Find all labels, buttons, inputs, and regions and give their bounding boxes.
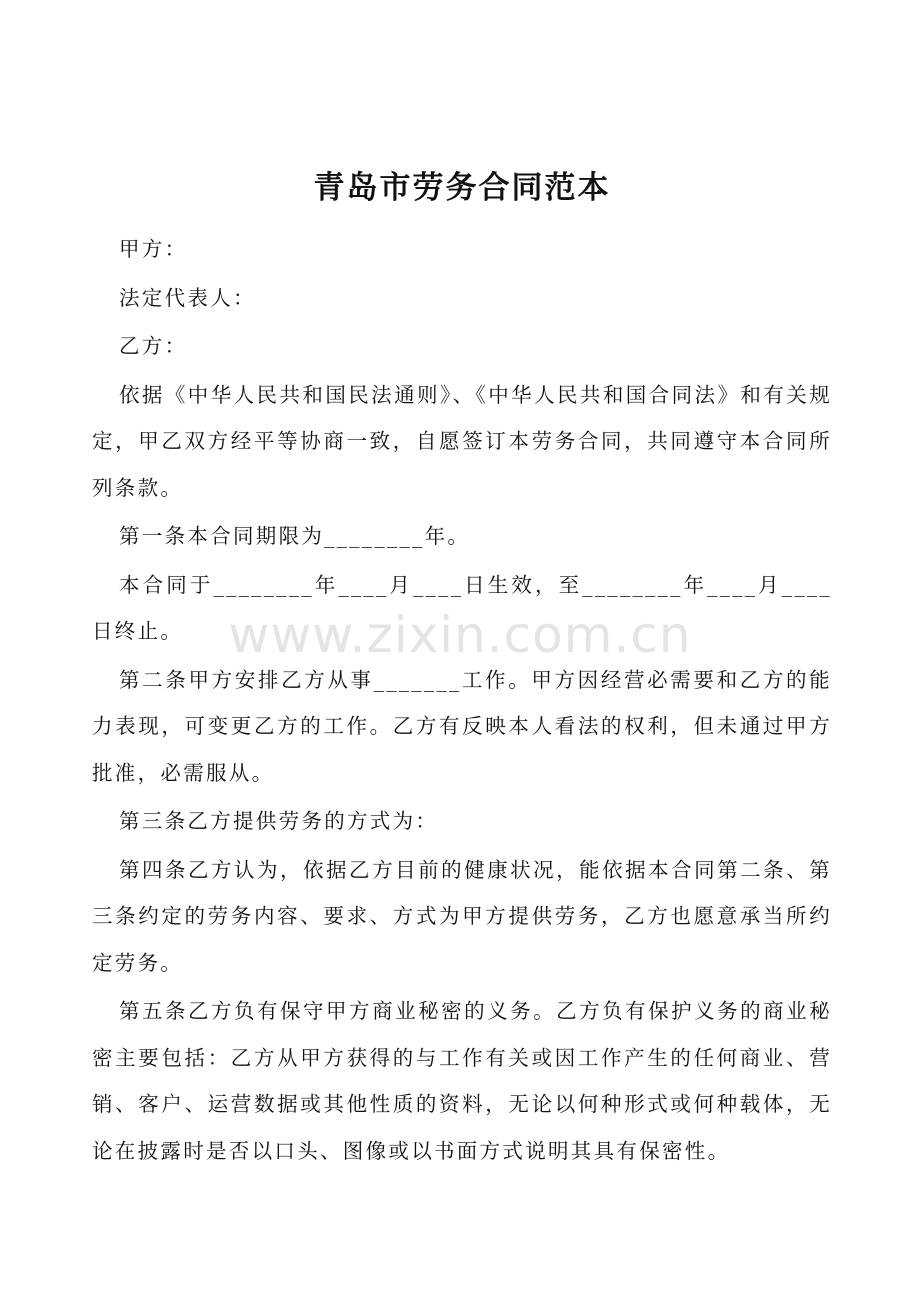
preamble-paragraph: 依据《中华人民共和国民法通则》、《中华人民共和国合同法》和有关规定，甲乙双方经平等协商一致，自愿签订本劳务合同，共同遵守本合同所列条款。 <box>92 382 832 500</box>
article-4-paragraph: 第四条乙方认为，依据乙方目前的健康状况，能依据本合同第二条、第三条约定的劳务内容、要求、方式为甲方提供劳务，乙方也愿意承当所约定劳务。 <box>92 857 832 975</box>
article-2-paragraph: 第二条甲方安排乙方从事_______工作。甲方因经营必需要和乙方的能力表现，可变更乙方的工作。乙方有反映本人看法的权利，但未通过甲方批准，必需服从。 <box>92 667 832 785</box>
legal-representative-line: 法定代表人： <box>119 285 256 310</box>
document-title: 青岛市劳务合同范本 <box>313 170 611 206</box>
watermark-text: www.zixin.com.cn <box>228 606 692 664</box>
article-5-paragraph: 第五条乙方负有保守甲方商业秘密的义务。乙方负有保护义务的商业秘密主要包括：乙方从甲方获得的与工作有关或因工作产生的任何商业、营销、客户、运营数据或其他性质的资料，无论以何种形式或何种载体，无论在披露时是否以口头、图像或以书面方式说明其具有保密性。 <box>92 999 832 1163</box>
party-a-line: 甲方： <box>119 237 188 261</box>
article-1-paragraph: 第一条本合同期限为________年。 <box>119 524 471 548</box>
effective-date-paragraph: 本合同于________年____月____日生效，至________年____月____日终止。 <box>92 572 832 643</box>
article-3-paragraph: 第三条乙方提供劳务的方式为： <box>119 809 439 833</box>
party-b-line: 乙方： <box>119 334 188 358</box>
